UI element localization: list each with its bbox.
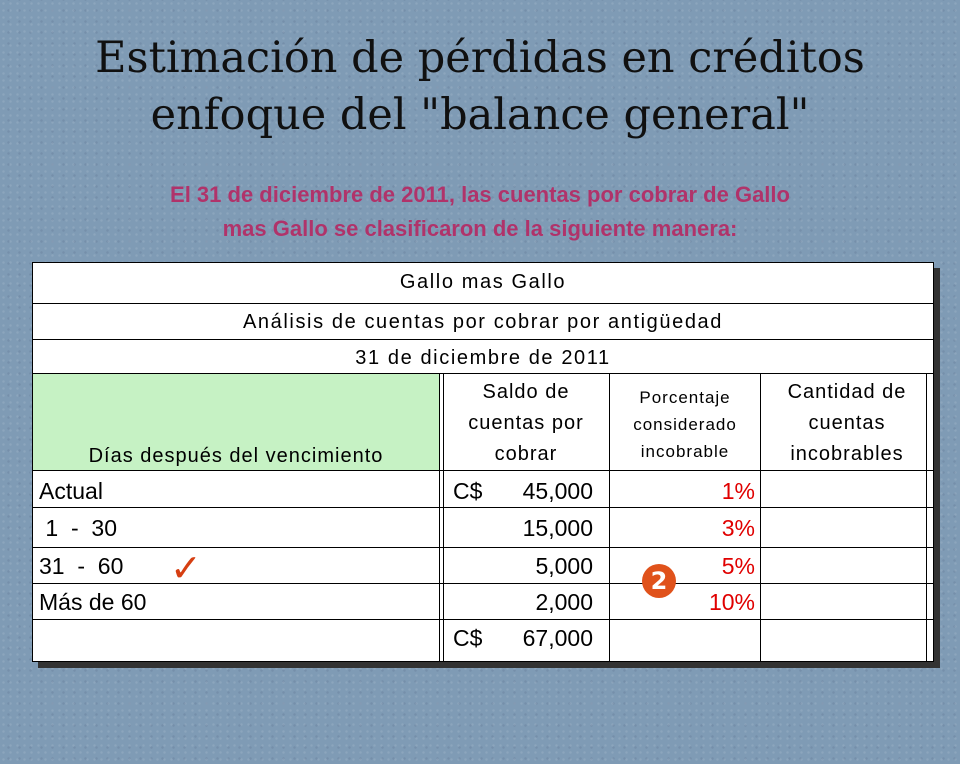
divider [33,339,933,340]
divider [33,470,933,471]
column-header-line: cuentas [808,412,886,434]
row-percent: 5% [721,553,755,579]
table-report-date: 31 de diciembre de 2011 [355,347,611,369]
amount-value: 45,000 [522,478,593,504]
subtitle-line-1: El 31 de diciembre de 2011, las cuentas por cobrar de Gallo [170,182,790,207]
column-header-porcentaje [610,384,760,465]
amount-value: 5,000 [535,553,593,579]
column-header-line: incobrable [640,442,730,461]
divider [33,303,933,304]
total-amount [453,620,593,656]
table-report-title: Análisis de cuentas por cobrar por antigüedad [242,311,724,333]
column-header-line: Cantidad de [787,381,907,403]
row-amount [453,473,593,509]
checkmark-icon: ✓ [170,546,202,590]
amount-value: 15,000 [522,515,593,541]
row-label: Actual [39,478,103,504]
column-header-cantidad [761,377,933,470]
column-header-line: Saldo de [482,381,570,403]
divider [33,373,933,374]
amount-value: 67,000 [522,625,593,651]
row-amount [453,548,593,584]
divider [439,373,440,661]
title-line-2: enfoque del "balance general" [150,90,810,140]
row-percent: 3% [721,515,755,541]
row-label: 31 - 60 [39,553,124,579]
column-header-line: considerado [633,415,737,434]
row-percent: 10% [708,589,755,615]
currency-symbol: C$ [453,625,483,651]
aging-table-container [32,262,934,662]
row-percent: 1% [721,478,755,504]
row-amount [453,510,593,546]
column-header-days: Días después del vencimiento [88,445,384,467]
column-header-line: cobrar [494,443,558,465]
step-number-badge: 2 [642,564,676,598]
slide-subtitle [0,178,960,246]
column-header-line: Porcentaje [639,388,731,407]
slide-title [0,30,960,144]
currency-symbol: C$ [453,478,483,504]
row-amount [453,584,593,620]
aging-table [32,262,934,662]
row-label: 1 - 30 [39,515,117,541]
column-header-line: incobrables [790,443,904,465]
row-label: Más de 60 [39,589,147,615]
column-header-saldo [443,377,609,470]
amount-value: 2,000 [535,589,593,615]
subtitle-line-2: mas Gallo se clasificaron de la siguiente manera: [222,216,738,241]
column-header-line: cuentas por [468,412,584,434]
title-line-1: Estimación de pérdidas en créditos [95,33,865,83]
table-company-name: Gallo mas Gallo [399,271,567,293]
